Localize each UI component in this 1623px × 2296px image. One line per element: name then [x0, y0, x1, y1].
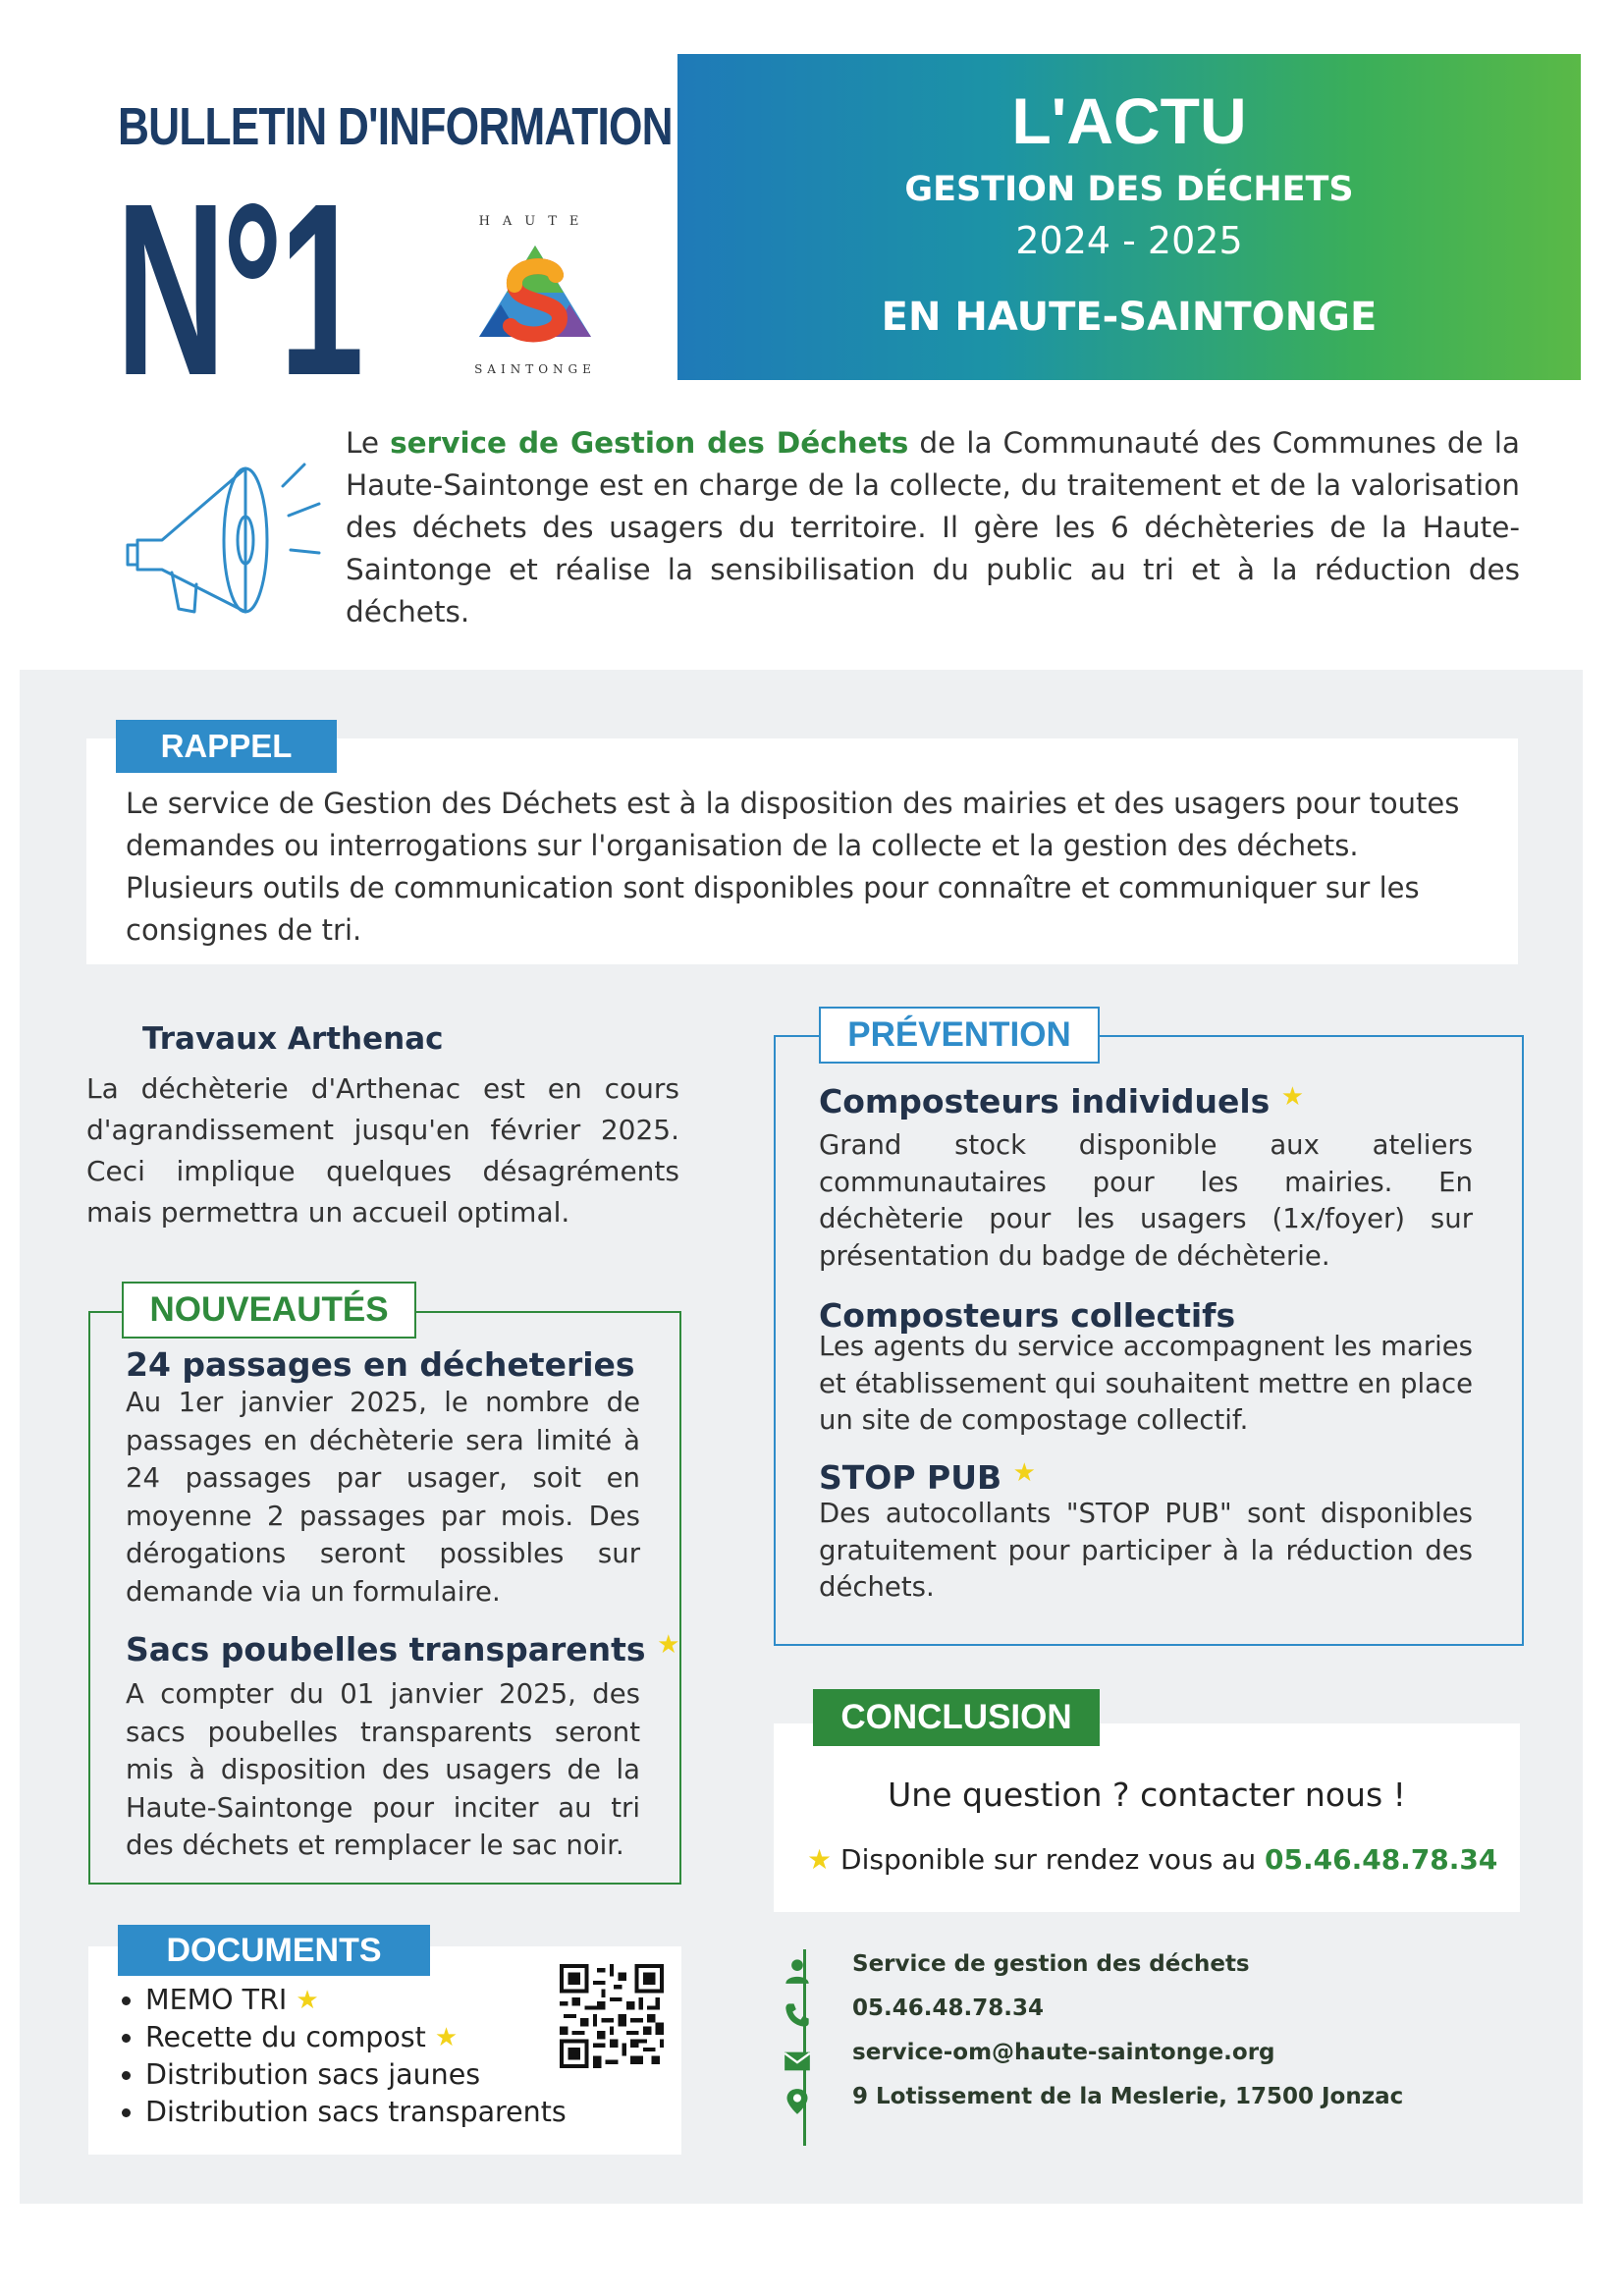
- documents-item[interactable]: [145, 2056, 571, 2094]
- nouveautes-item-2-title-text: Sacs poubelles transparents: [126, 1630, 646, 1668]
- prevention-item-3-title-text: STOP PUB: [819, 1458, 1002, 1497]
- contact-block: [774, 1949, 1520, 2146]
- mail-icon: [784, 2048, 811, 2075]
- rappel-text: [126, 783, 1473, 952]
- contact-service: Service de gestion des déchets: [852, 1951, 1250, 1977]
- star-icon: ★: [296, 1986, 319, 2015]
- star-icon: ★: [434, 2023, 459, 2052]
- intro-highlight: service de Gestion des Déchets: [390, 426, 909, 460]
- travaux-text: La déchèterie d'Arthenac est en cours d'agrandissement jusqu'en février 2025. Ceci implique quelques désagréments mais permettra un accueil optimal.: [86, 1072, 679, 1229]
- intro-paragraph: [346, 422, 1520, 633]
- documents-item[interactable]: [145, 2019, 571, 2056]
- banner-region: EN HAUTE-SAINTONGE: [881, 295, 1378, 340]
- conclusion-label: CONCLUSION: [813, 1689, 1100, 1746]
- bulletin-title: BULLETIN D'INFORMATION: [118, 97, 673, 156]
- conclusion-phone[interactable]: 05.46.48.78.34: [1265, 1843, 1498, 1876]
- prevention-item-2-title: Composteurs collectifs: [819, 1296, 1236, 1335]
- nouveautes-item-2-title: [126, 1630, 679, 1668]
- contact-phone[interactable]: 05.46.48.78.34: [852, 1995, 1044, 2021]
- documents-list-wrap: [110, 1982, 571, 2131]
- documents-item-label: Distribution sacs jaunes: [145, 2058, 481, 2091]
- conclusion-question: Une question ? contacter nous !: [888, 1776, 1406, 1814]
- documents-item-label: Distribution sacs transparents: [145, 2096, 567, 2128]
- nouveautes-item-1-title: 24 passages en décheteries: [126, 1345, 635, 1384]
- prevention-item-1-text: Grand stock disponible aux ateliers communautaires pour les mairies. En déchèterie pour les usagers (1x/foyer) sur présentation du badge de déchèterie.: [819, 1129, 1473, 1272]
- intro-text: de la Communauté des Communes de la Haute-Saintonge est en charge de la collecte, du traitement et de la valorisation des déchets des usagers du territoire. Il gère les 6 déchèteries de la Haute-Saintonge et réalise la sensibilisation du public au tri et à la réduction des déchets.: [346, 426, 1520, 629]
- qr-code[interactable]: [560, 1964, 664, 2068]
- contact-email[interactable]: service-om@haute-saintonge.org: [852, 2040, 1275, 2065]
- intro-prefix: Le: [346, 426, 380, 460]
- prevention-item-3-title: [819, 1458, 1036, 1497]
- documents-item[interactable]: [145, 2094, 571, 2131]
- location-icon: [784, 2088, 811, 2115]
- star-icon: ★: [807, 1843, 833, 1876]
- haute-saintonge-logo: [461, 214, 609, 376]
- nouveautes-label: NOUVEAUTÉS: [122, 1282, 416, 1339]
- prevention-item-1-title-text: Composteurs individuels: [819, 1082, 1271, 1121]
- nouveautes-item-2-text: A compter du 01 janvier 2025, des sacs poubelles transparents seront mis à disposition des usagers de la Haute-Saintonge pour inciter au tri des déchets et remplacer le sac noir.: [126, 1678, 640, 1861]
- prevention-item-2-text: Les agents du service accompagnent les maries et établissement qui souhaitent mettre en place un site de compostage collectif.: [819, 1331, 1473, 1436]
- user-icon: [784, 1957, 811, 1985]
- logo-mark-icon: [461, 214, 609, 376]
- phone-icon: [784, 2001, 811, 2029]
- documents-label: DOCUMENTS: [118, 1925, 430, 1976]
- issue-number: N°1: [116, 152, 360, 426]
- contact-address: 9 Lotissement de la Meslerie, 17500 Jonzac: [852, 2084, 1404, 2109]
- prevention-item-3-text: Des autocollants "STOP PUB" sont disponibles gratuitement pour participer à la réduction des déchets.: [819, 1498, 1473, 1603]
- banner-title: L'ACTU: [1011, 84, 1247, 157]
- megaphone-icon: [118, 447, 324, 624]
- travaux-title: Travaux Arthenac: [142, 1021, 444, 1057]
- banner-subtitle: GESTION DES DÉCHETS: [904, 170, 1354, 209]
- star-icon: ★: [657, 1630, 680, 1660]
- documents-list: [110, 1982, 571, 2131]
- logo-top-text: HAUTE: [478, 214, 592, 229]
- conclusion-availability: [807, 1843, 1514, 1876]
- nouveautes-item-1-text: Au 1er janvier 2025, le nombre de passages en déchèterie sera limité à 24 passages par usager, soit en moyenne 2 passages par mois. Des dérogations seront possibles sur demande via un formulaire.: [126, 1387, 640, 1608]
- rappel-label: RAPPEL: [116, 720, 337, 773]
- documents-item-label: Recette du compost: [145, 2021, 426, 2053]
- documents-item[interactable]: [145, 1982, 571, 2019]
- star-icon: ★: [1280, 1082, 1305, 1112]
- conclusion-availability-text: Disponible sur rendez vous au: [840, 1843, 1257, 1876]
- rappel-text-content: Le service de Gestion des Déchets est à la disposition des mairies et des usagers pour toutes demandes ou interrogations sur l'organisation de la collecte et la gestion des déchets. Plusieurs outils de communication sont disponibles pour connaître et communiquer sur les consignes de tri.: [126, 787, 1460, 947]
- header-banner: [677, 54, 1581, 380]
- star-icon: ★: [1012, 1458, 1036, 1488]
- documents-item-label: MEMO TRI: [145, 1984, 288, 2016]
- banner-years: 2024 - 2025: [1015, 219, 1243, 262]
- prevention-item-1-title: [819, 1082, 1304, 1121]
- conclusion-box: [774, 1723, 1520, 1912]
- logo-bottom-text: SAINTONGE: [474, 362, 596, 376]
- prevention-label: PRÉVENTION: [819, 1007, 1100, 1064]
